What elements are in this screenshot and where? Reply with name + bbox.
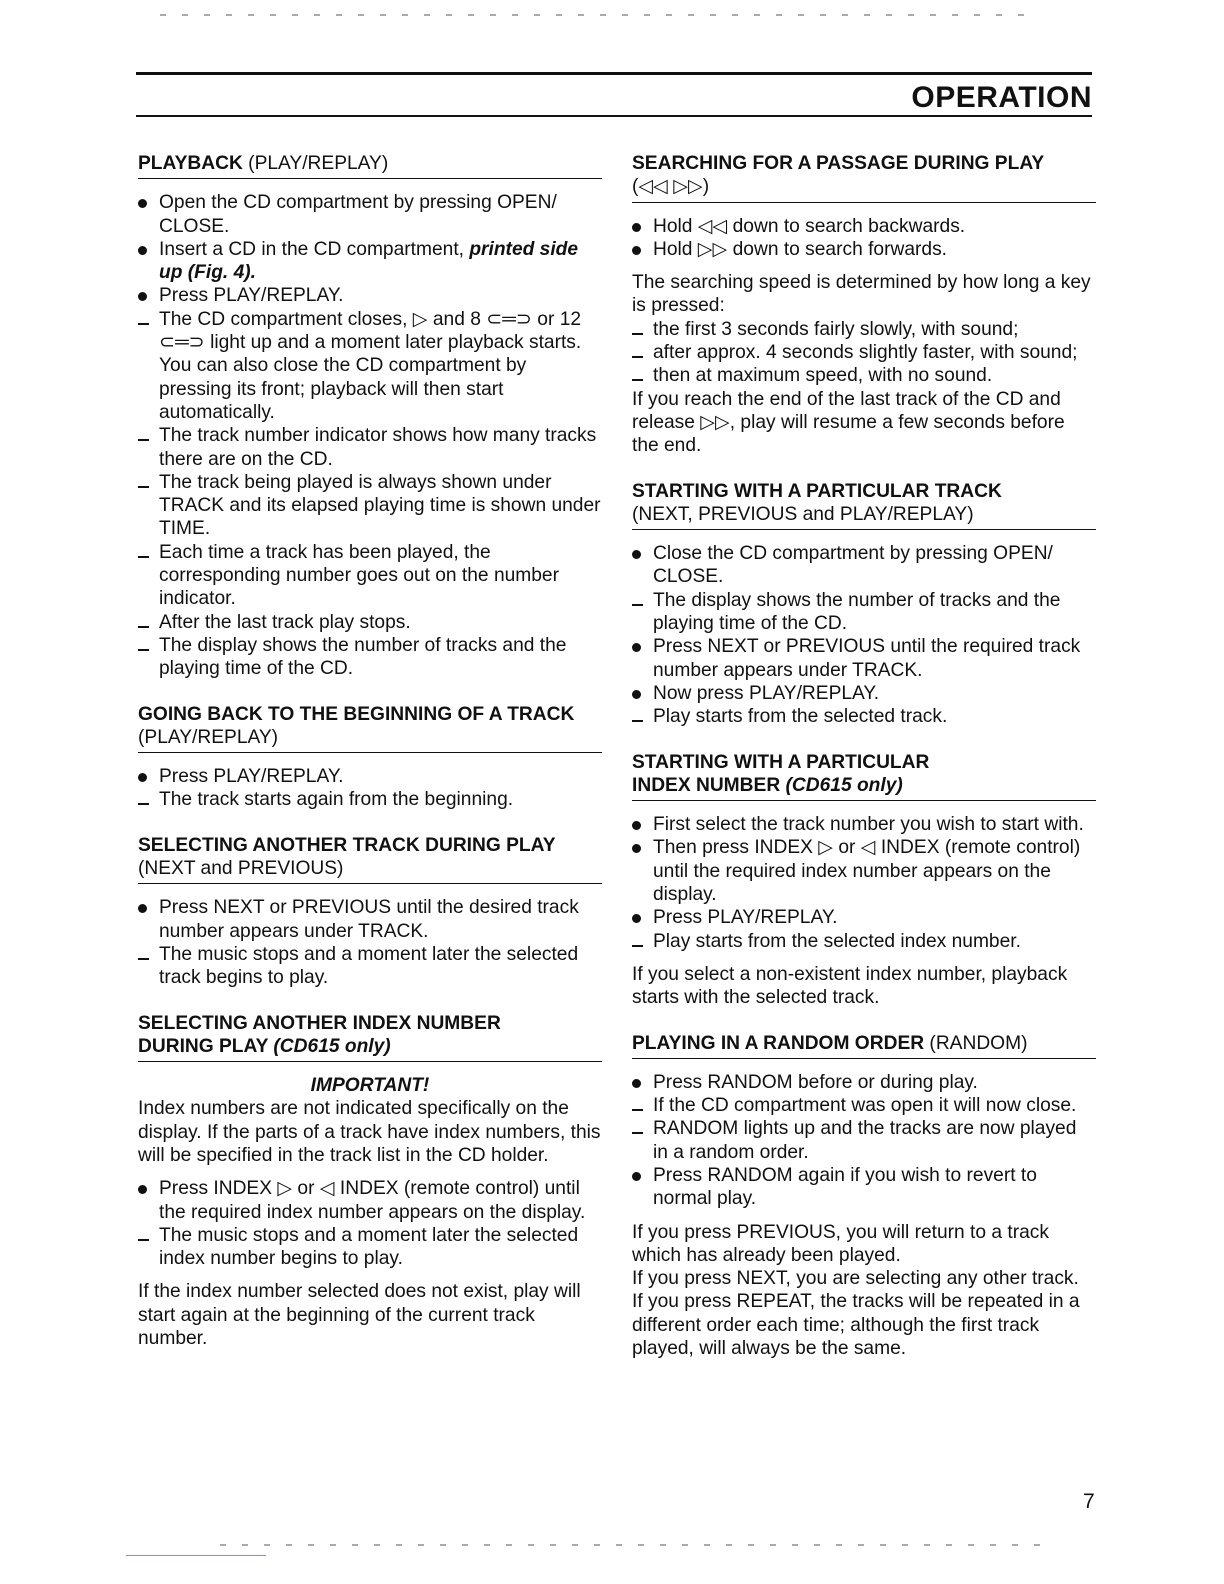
bullet-icon xyxy=(632,246,641,255)
dash-icon xyxy=(138,1239,149,1241)
bullet-icon xyxy=(632,550,641,559)
section-random xyxy=(632,1032,1096,1361)
bullet-icon xyxy=(138,246,147,255)
dash-icon xyxy=(632,720,643,722)
paragraph: If you reach the end of the last track of the CD and release ▷▷, play will resume a few seconds before the end. xyxy=(632,388,1065,457)
list-item: First select the track number you wish to start with. xyxy=(632,813,1096,836)
bullet-icon xyxy=(138,292,147,301)
paragraph: If the index number selected does not exist, play will start again at the beginning of the current track number. xyxy=(138,1281,581,1350)
list-item: Press NEXT or PREVIOUS until the required track number appears under TRACK. xyxy=(632,635,1096,682)
bullet-icon xyxy=(138,773,147,782)
dash-icon xyxy=(138,958,149,960)
list-item: Press RANDOM again if you wish to revert to normal play. xyxy=(632,1164,1096,1211)
dash-icon xyxy=(138,439,149,441)
dash-icon xyxy=(632,1132,643,1134)
list-item: The track being played is always shown under TRACK and its elapsed playing time is shown under TIME. xyxy=(138,471,602,541)
list-item: After the last track play stops. xyxy=(138,611,602,634)
section-heading: SELECTING ANOTHER INDEX NUMBER DURING PLAY (CD615 only) xyxy=(138,1012,602,1063)
list-item: The music stops and a moment later the selected index number begins to play. xyxy=(138,1224,602,1271)
list-item: Hold ◁◁ down to search backwards. xyxy=(632,215,1096,238)
list-item: Insert a CD in the CD compartment, printed side up (Fig. 4). xyxy=(138,238,602,285)
important-title: IMPORTANT! xyxy=(310,1075,430,1097)
list-item: Then press INDEX ▷ or ◁ INDEX (remote control) until the required index number appears on the display. xyxy=(632,836,1096,906)
list-item-note: You can also close the CD compartment by pressing its front; playback will then start automatically. xyxy=(159,355,527,423)
page-title: OPERATION xyxy=(911,81,1092,114)
bullet-icon xyxy=(632,1172,641,1181)
list-item: Hold ▷▷ down to search forwards. xyxy=(632,238,1096,261)
dash-icon xyxy=(632,333,643,335)
dash-icon xyxy=(138,626,149,628)
list-item: Now press PLAY/REPLAY. xyxy=(632,682,1096,705)
bullet-icon xyxy=(138,1185,147,1194)
list-item: Press PLAY/REPLAY. xyxy=(632,906,1096,929)
list-item: Press NEXT or PREVIOUS until the desired track number appears under TRACK. xyxy=(138,896,602,943)
section-select-track xyxy=(138,834,602,990)
section-heading: SEARCHING FOR A PASSAGE DURING PLAY (◁◁ ▷▷) xyxy=(632,152,1096,203)
paragraph: If you press REPEAT, the tracks will be repeated in a different order each time; although the first track played, will always be the same. xyxy=(632,1291,1080,1360)
bullet-icon xyxy=(138,904,147,913)
bullet-icon xyxy=(632,223,641,232)
scan-artifact-line xyxy=(126,1555,266,1556)
paragraph: The searching speed is determined by how long a key is pressed: xyxy=(632,272,1091,317)
section-heading: PLAYBACK (PLAY/REPLAY) xyxy=(138,152,602,179)
list-item: Close the CD compartment by pressing OPEN/ CLOSE. xyxy=(632,542,1096,589)
dash-icon xyxy=(632,379,643,381)
section-start-index xyxy=(632,751,1096,1010)
bullet-icon xyxy=(632,1079,641,1088)
bullet-icon xyxy=(632,821,641,830)
list-item: Play starts from the selected track. xyxy=(632,705,1096,728)
bullet-icon xyxy=(632,643,641,652)
dash-icon xyxy=(138,323,149,325)
scan-artifact-bottom xyxy=(220,1544,1040,1546)
dash-icon xyxy=(632,604,643,606)
list-item: Each time a track has been played, the corresponding number goes out on the number indicator. xyxy=(138,541,602,611)
section-heading: SELECTING ANOTHER TRACK DURING PLAY (NEXT and PREVIOUS) xyxy=(138,834,602,885)
list-item: The display shows the number of tracks and the playing time of the CD. xyxy=(632,589,1096,636)
list-item: The display shows the number of tracks and the playing time of the CD. xyxy=(138,634,602,681)
list-item: The music stops and a moment later the selected track begins to play. xyxy=(138,943,602,990)
dash-icon xyxy=(138,556,149,558)
bullet-icon xyxy=(632,844,641,853)
dash-icon xyxy=(632,356,643,358)
list-item: If the CD compartment was open it will now close. xyxy=(632,1094,1096,1117)
scan-artifact-top xyxy=(160,14,1040,16)
bullet-icon xyxy=(632,914,641,923)
dash-icon xyxy=(138,803,149,805)
right-column xyxy=(632,152,1096,1382)
section-playback xyxy=(138,152,602,681)
section-heading: GOING BACK TO THE BEGINNING OF A TRACK (PLAY/REPLAY) xyxy=(138,703,602,754)
dash-icon xyxy=(138,649,149,651)
section-heading: STARTING WITH A PARTICULAR INDEX NUMBER (CD615 only) xyxy=(632,751,1096,802)
list-item: Press INDEX ▷ or ◁ INDEX (remote control) until the required index number appears on the display. xyxy=(138,1177,602,1224)
section-select-index xyxy=(138,1012,602,1351)
list-item: after approx. 4 seconds slightly faster, with sound; xyxy=(632,341,1096,364)
section-search xyxy=(632,152,1096,458)
section-start-track xyxy=(632,480,1096,729)
list-item: RANDOM lights up and the tracks are now played in a random order. xyxy=(632,1117,1096,1164)
section-going-back xyxy=(138,703,602,812)
list-item: the first 3 seconds fairly slowly, with sound; xyxy=(632,318,1096,341)
list-item: The CD compartment closes, ▷ and 8 ⊂═⊃ or 12 ⊂═⊃ light up and a moment later playback starts. xyxy=(138,308,602,355)
header-rule-top xyxy=(136,72,1092,75)
list-item: Open the CD compartment by pressing OPEN/ CLOSE. xyxy=(138,191,602,238)
bullet-icon xyxy=(632,690,641,699)
header-rule-bottom xyxy=(136,115,1092,117)
list-item: The track number indicator shows how many tracks there are on the CD. xyxy=(138,424,602,471)
paragraph: If you press PREVIOUS, you will return to a track which has already been played. xyxy=(632,1221,1049,1266)
dash-icon xyxy=(632,945,643,947)
left-column xyxy=(138,152,602,1372)
dash-icon xyxy=(138,486,149,488)
important-text: Index numbers are not indicated specifically on the display. If the parts of a track have index numbers, this will be specified in the track list in the CD holder. xyxy=(138,1098,601,1166)
page-number: 7 xyxy=(1083,1490,1095,1513)
list-item: Press PLAY/REPLAY. xyxy=(138,284,602,307)
list-item: Press RANDOM before or during play. xyxy=(632,1071,1096,1094)
paragraph: If you select a non-existent index number, playback starts with the selected track. xyxy=(632,963,1068,1009)
section-heading: PLAYING IN A RANDOM ORDER (RANDOM) xyxy=(632,1032,1096,1059)
list-item: then at maximum speed, with no sound. xyxy=(632,364,1096,387)
paragraph: If you press NEXT, you are selecting any other track. xyxy=(632,1268,1079,1290)
list-item: Play starts from the selected index number. xyxy=(632,930,1096,953)
bullet-icon xyxy=(138,199,147,208)
dash-icon xyxy=(632,1109,643,1111)
list-item: Press PLAY/REPLAY. xyxy=(138,765,602,788)
list-item: The track starts again from the beginning. xyxy=(138,788,602,811)
section-heading: STARTING WITH A PARTICULAR TRACK (NEXT, PREVIOUS and PLAY/REPLAY) xyxy=(632,480,1096,531)
